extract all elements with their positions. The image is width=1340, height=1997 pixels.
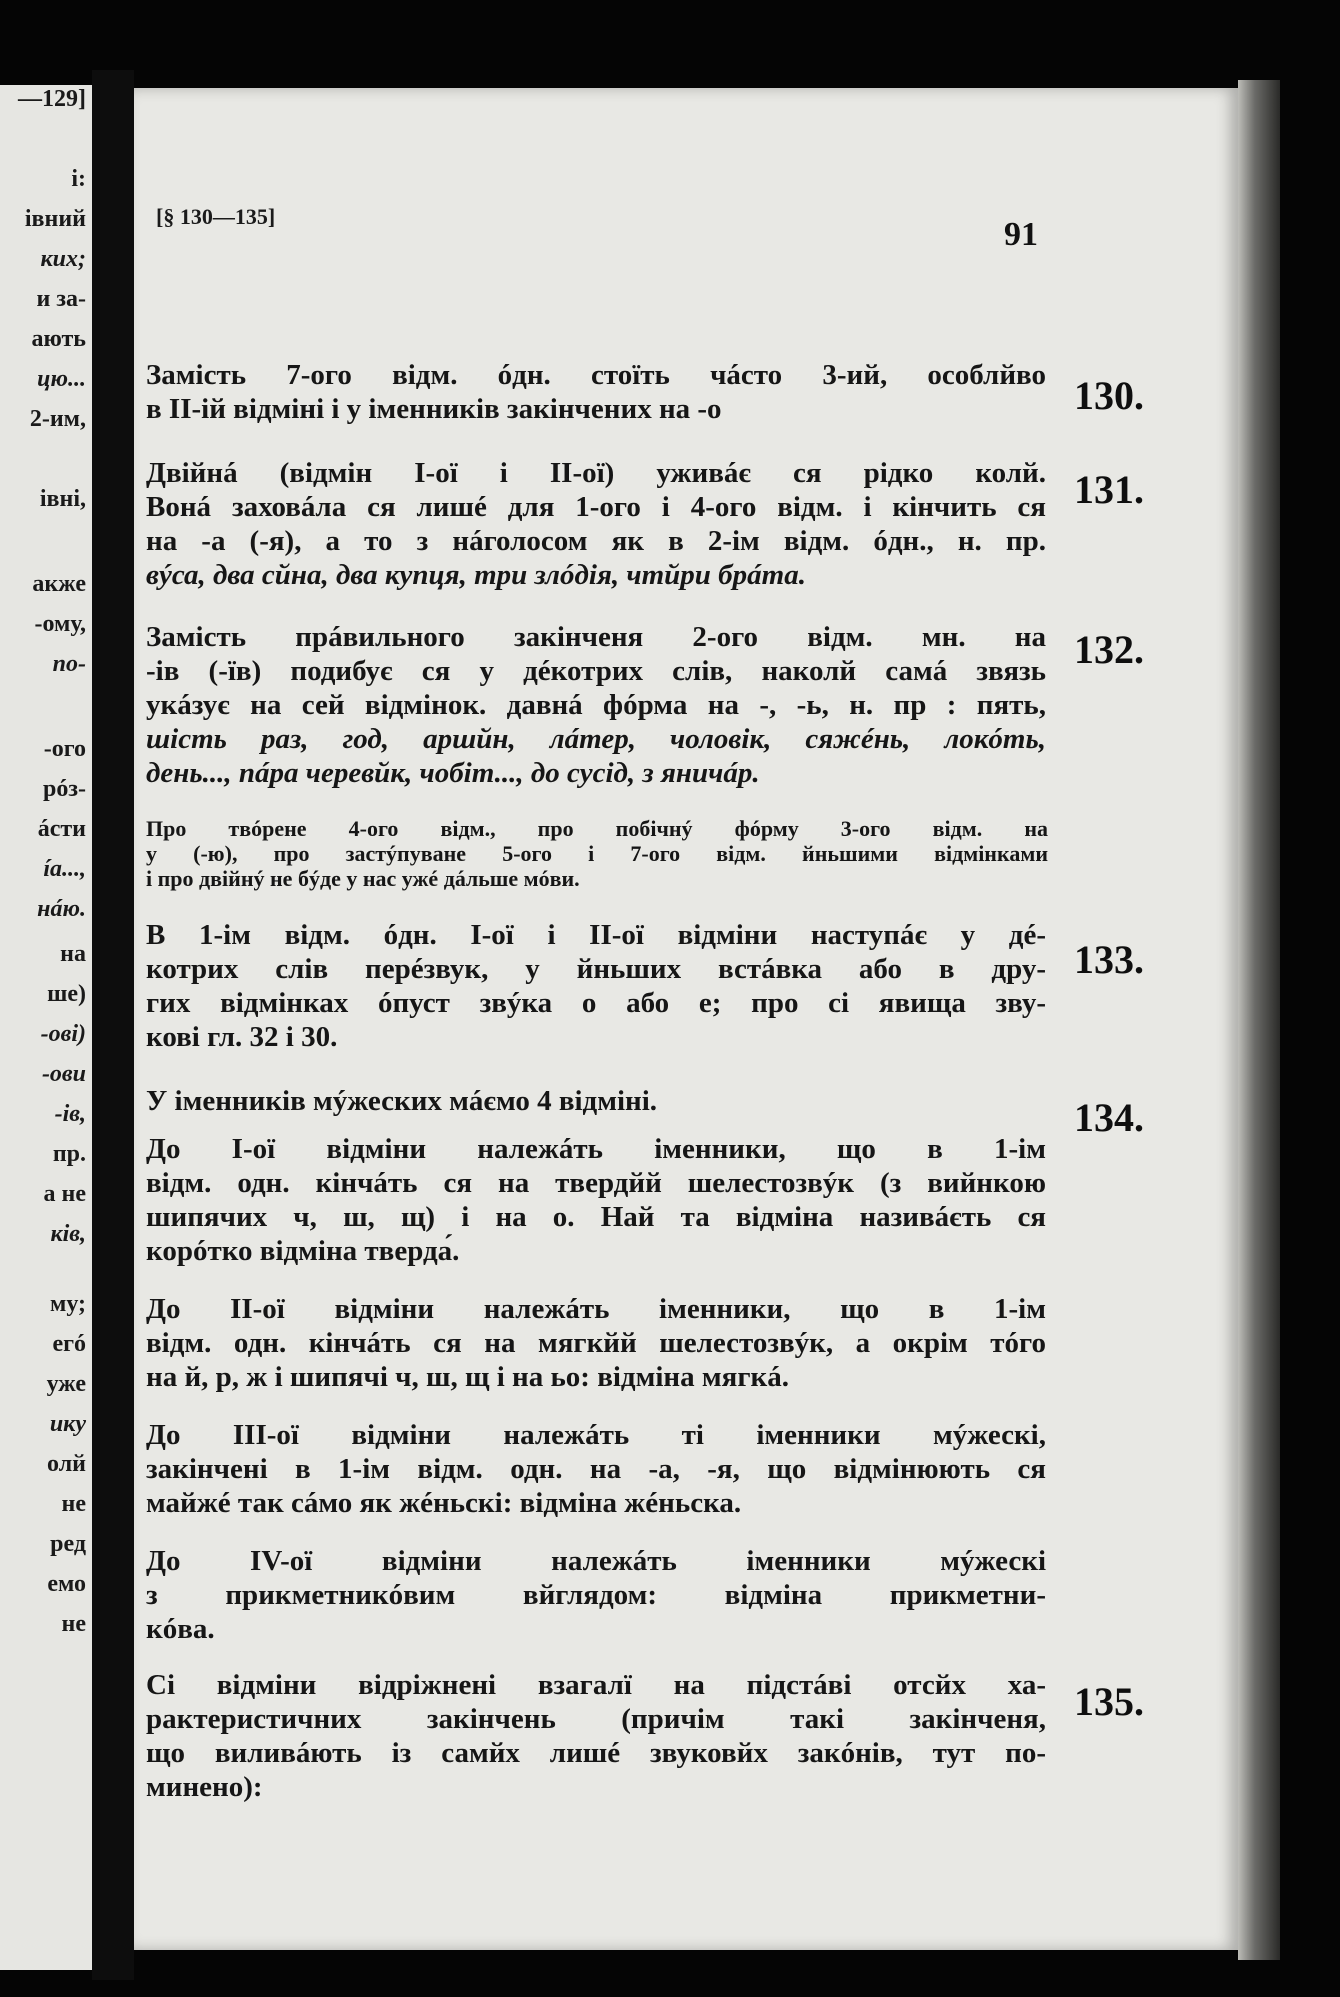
fragment-text-line: -ого (43, 736, 86, 762)
text-line: шипячих ч, ш, щ) і на о. Най та відміна називáєть ся (146, 1201, 1046, 1233)
fragment-text-line: ків, (50, 1221, 86, 1247)
fragment-text-line: 2-им, (29, 406, 86, 432)
text-line: рактеристичних закінчень (причім такі закінченя, (146, 1703, 1046, 1735)
text-line: в ІІ-ій відміні і у іменників закінчених на -о (146, 393, 722, 425)
fragment-text-line: -ому, (34, 611, 86, 637)
fragment-text-line: емо (47, 1571, 86, 1597)
fragment-text-line: уже (46, 1371, 86, 1397)
text-line: В 1-ім відм. óдн. І-ої і ІІ-ої відміни наступáє у дé- (146, 919, 1046, 951)
book-gutter (92, 70, 134, 1980)
fragment-text-line: —129] (18, 86, 86, 112)
fragment-text-line: і: (71, 166, 86, 192)
section-number-132: 132. (1074, 627, 1144, 672)
text-line: Сі відміни відріжнені взагалї на підстáві отсйх ха- (146, 1669, 1046, 1701)
text-line: на -а (-я), а то з нáголосом як в 2-ім відм. óдн., н. пр. (146, 525, 1046, 557)
paragraph-declension-1 (146, 1132, 1046, 1268)
fragment-text-line: нáю. (37, 896, 86, 922)
fragment-text-line: ику (49, 1411, 86, 1437)
text-line: минено): (146, 1771, 263, 1803)
text-line: день..., пáра черевйк, чобіт..., до сусід, з яничáр. (146, 757, 760, 789)
text-line: відм. одн. кінчáть ся на твердйй шелеcтозвýк (з вийнкою (146, 1167, 1046, 1199)
paragraph-135 (146, 1668, 1046, 1804)
text-line: До ІІ-ої відміни належáть іменники, що в 1-ім (146, 1293, 1046, 1325)
text-line: у (-ю), про застýпуване 5-ого і 7-ого відм. йньшими відмінками (146, 841, 1048, 866)
fragment-text-line: а не (43, 1181, 86, 1207)
fragment-text-line: ред (50, 1531, 86, 1557)
fragment-text-line: -ові) (40, 1021, 86, 1047)
section-number-134: 134. (1074, 1095, 1144, 1140)
fragment-text-line: не (61, 1491, 86, 1517)
text-line: У іменників мýжеских мáємо 4 відміні. (146, 1085, 658, 1117)
page-number: 91 (1004, 216, 1038, 253)
text-line: гих відмінках óпуст звýка о або е; про сі явища зву- (146, 987, 1046, 1019)
fragment-text-line: ía..., (43, 856, 86, 882)
previous-page-fragment (0, 85, 94, 1970)
paragraph-134 (146, 1084, 1046, 1118)
text-line: Двійнá (відмін І-ої і ІІ-ої) уживáє ся рідко колй. (146, 457, 1046, 489)
page-edge (1238, 80, 1280, 1960)
fragment-text-line: и за- (36, 286, 86, 312)
fragment-text-line: на (60, 941, 86, 967)
fragment-text-line: ácти (37, 816, 86, 842)
fragment-text-line: ких; (40, 246, 86, 272)
paragraph-130 (146, 358, 1046, 426)
paragraph-133 (146, 918, 1046, 1054)
section-number-133: 133. (1074, 937, 1144, 982)
text-line: Вонá заховáла ся лишé для 1-ого і 4-ого відм. і кінчить ся (146, 491, 1046, 523)
text-line: закінчені в 1-ім відм. одн. на -а, -я, що відмінюють ся (146, 1453, 1046, 1485)
text-line: укáзує на сей відмінок. давнá фóрма на -, -ь, н. пр : пять, (146, 689, 1046, 721)
text-line: на й, р, ж і шипячі ч, ш, щ і на ьо: відміна мягкá. (146, 1361, 789, 1393)
fragment-text-line: -ови (41, 1061, 86, 1087)
book-page (134, 88, 1238, 1950)
text-line: Про твóрене 4-ого відм., про побічнý фóрму 3-ого відм. на (146, 816, 1048, 841)
fragment-text-line: по- (52, 651, 86, 677)
text-line: з прикметникóвим вйглядом: відміна прикметни- (146, 1579, 1046, 1611)
fragment-text-line: рóз- (43, 776, 86, 802)
text-line: і про двійнý не бýде у нас ужé дáльше мóви. (146, 866, 580, 891)
text-line: Заміcть 7-ого відм. óдн. стоїть чáсто 3-ий, особлйво (146, 359, 1046, 391)
text-line: майжé так сáмо як жéньскі: відміна жéньска. (146, 1487, 742, 1519)
text-line: кóва. (146, 1613, 215, 1645)
section-range-header: [§ 130—135] (156, 204, 276, 229)
text-line: вýса, два сйна, два купця, три злóдія, чтйри брáта. (146, 559, 806, 591)
paragraph-declension-4 (146, 1544, 1046, 1646)
fragment-text-line: івний (24, 206, 86, 232)
text-line: котрих слів перéзвук, у йньших встáвка або в дру- (146, 953, 1046, 985)
text-line: До ІІІ-ої відміни належáть ті іменники мýжескі, (146, 1419, 1046, 1451)
fragment-text-line: ають (31, 326, 86, 352)
paragraph-131 (146, 456, 1046, 592)
fragment-text-line: івні, (39, 486, 86, 512)
text-line: Заміcть прáвильного закінченя 2-ого відм. мн. на (146, 621, 1046, 653)
section-number-131: 131. (1074, 467, 1144, 512)
paragraph-132 (146, 620, 1046, 790)
text-line: шість раз, год, аршйн, лáтер, чоловік, сяжéнь, локóть, (146, 723, 1046, 755)
section-number-135: 135. (1074, 1679, 1144, 1724)
text-line: До І-ої відміни належáть іменники, що в 1-ім (146, 1133, 1046, 1165)
text-line: що виливáють із самйх лишé звуковйх закóнів, тут по- (146, 1737, 1046, 1769)
text-line: До IV-ої відміни належáть іменники мýжескі (146, 1545, 1046, 1577)
fragment-text-line: -ів, (54, 1101, 86, 1127)
text-line: -ів (-їв) подибує ся у дéкотрих слів, наколй самá звязь (146, 655, 1046, 687)
paragraph-declension-2 (146, 1292, 1046, 1394)
fragment-text-line: егó (52, 1331, 86, 1357)
fragment-text-line: олй (47, 1451, 86, 1477)
fragment-text-line: му; (49, 1291, 86, 1317)
fragment-text-line: ше) (47, 981, 86, 1007)
fragment-text-line: не (61, 1611, 86, 1637)
fragment-text-line: акже (32, 571, 86, 597)
text-line: кові гл. 32 і 30. (146, 1021, 338, 1053)
section-number-130: 130. (1074, 373, 1144, 418)
text-line: корóтко відміна тверда́. (146, 1235, 460, 1267)
note-paragraph (146, 816, 1048, 891)
paragraph-declension-3 (146, 1418, 1046, 1520)
text-line: відм. одн. кінчáть ся на мягкйй шелестозвýк, а окрім тóго (146, 1327, 1046, 1359)
fragment-text-line: цю... (37, 366, 86, 392)
fragment-text-line: пр. (52, 1141, 86, 1167)
